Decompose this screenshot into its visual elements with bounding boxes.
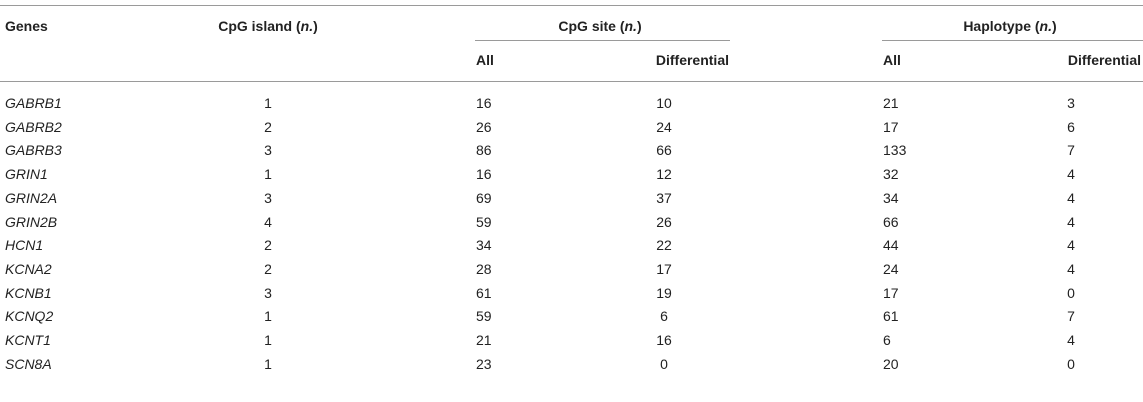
cell-site-all: 59 <box>476 308 492 325</box>
cell-hap-differential: 4 <box>1067 189 1075 206</box>
cell-site-all: 16 <box>476 166 492 183</box>
header-hap-all: All <box>883 52 901 68</box>
cell-site-differential: 37 <box>656 189 672 206</box>
cell-cpg-island: 1 <box>264 308 272 325</box>
cell-gene: KCNT1 <box>5 332 51 348</box>
cell-site-differential: 66 <box>656 142 672 159</box>
cell-hap-all: 21 <box>883 95 899 111</box>
cell-site-differential: 10 <box>656 95 672 111</box>
cell-site-differential: 17 <box>656 260 672 277</box>
cell-cpg-island: 1 <box>264 95 272 111</box>
cell-cpg-island: 1 <box>264 355 272 372</box>
cell-site-differential: 19 <box>656 284 672 301</box>
cell-hap-all: 44 <box>883 237 899 254</box>
cell-site-all: 69 <box>476 189 492 206</box>
cell-site-all: 86 <box>476 142 492 159</box>
header-bottom-rule <box>0 81 1143 82</box>
top-rule <box>0 5 1143 6</box>
cell-gene: KCNB1 <box>5 284 52 301</box>
cell-site-differential: 0 <box>660 355 668 372</box>
cell-site-all: 28 <box>476 260 492 277</box>
cell-cpg-island: 4 <box>264 213 272 230</box>
cell-hap-differential: 0 <box>1067 355 1075 372</box>
cell-hap-differential: 4 <box>1067 166 1075 183</box>
cell-hap-differential: 6 <box>1067 118 1075 135</box>
cell-hap-all: 34 <box>883 189 899 206</box>
cell-site-all: 21 <box>476 332 492 348</box>
cell-hap-differential: 4 <box>1067 237 1075 254</box>
cell-gene: KCNQ2 <box>5 308 54 325</box>
cell-site-differential: 24 <box>656 118 672 135</box>
cell-hap-differential: 3 <box>1067 95 1075 111</box>
cell-site-differential: 16 <box>656 332 672 348</box>
cell-gene: GRIN2A <box>5 189 58 206</box>
cell-hap-all: 66 <box>883 213 899 230</box>
cell-cpg-island: 1 <box>264 166 272 183</box>
cell-hap-differential: 7 <box>1067 308 1075 325</box>
cell-hap-differential: 0 <box>1067 284 1075 301</box>
cell-cpg-island: 3 <box>264 189 272 206</box>
cell-cpg-island: 2 <box>264 237 272 254</box>
cell-site-differential: 26 <box>656 213 672 230</box>
cell-gene: GRIN1 <box>5 166 48 183</box>
header-haplotype: Haplotype (n.) <box>963 18 1057 34</box>
cell-hap-all: 24 <box>883 260 899 277</box>
cell-hap-all: 6 <box>883 332 891 348</box>
cell-hap-differential: 4 <box>1067 213 1075 230</box>
cell-cpg-island: 1 <box>264 332 272 348</box>
cell-hap-all: 32 <box>883 166 899 183</box>
cell-site-all: 16 <box>476 95 492 111</box>
cell-hap-all: 133 <box>883 142 907 159</box>
header-genes: Genes <box>5 18 48 34</box>
cell-hap-all: 61 <box>883 308 899 325</box>
header-cpg-site: CpG site (n.) <box>558 18 642 34</box>
cell-cpg-island: 3 <box>264 142 272 159</box>
cell-hap-all: 20 <box>883 355 899 372</box>
cell-site-differential: 22 <box>656 237 672 254</box>
cell-site-differential: 12 <box>656 166 672 183</box>
cell-gene: SCN8A <box>5 355 52 372</box>
header-hap-differential: Differential <box>1067 52 1141 68</box>
cpg-site-subrule <box>475 40 730 41</box>
cell-site-all: 23 <box>476 355 492 372</box>
cell-gene: GRIN2B <box>5 213 58 230</box>
cell-hap-differential: 7 <box>1067 142 1075 159</box>
cell-gene: HCN1 <box>5 237 44 254</box>
cell-cpg-island: 2 <box>264 260 272 277</box>
cell-cpg-island: 3 <box>264 284 272 301</box>
cell-site-all: 59 <box>476 213 492 230</box>
cell-hap-all: 17 <box>883 118 899 135</box>
header-cpg-island: CpG island (n.) <box>218 18 318 34</box>
cell-cpg-island: 2 <box>264 118 272 135</box>
header-site-all: All <box>476 52 494 68</box>
cell-gene: GABRB1 <box>5 95 62 111</box>
cell-gene: GABRB3 <box>5 142 62 159</box>
cell-site-all: 26 <box>476 118 492 135</box>
cell-site-differential: 6 <box>660 308 668 325</box>
cell-hap-all: 17 <box>883 284 899 301</box>
cell-gene: KCNA2 <box>5 260 52 277</box>
cell-hap-differential: 4 <box>1067 260 1075 277</box>
header-site-differential: Differential <box>655 52 729 68</box>
haplotype-subrule <box>882 40 1143 41</box>
cell-site-all: 61 <box>476 284 492 301</box>
cell-hap-differential: 4 <box>1067 332 1075 348</box>
cell-site-all: 34 <box>476 237 492 254</box>
cell-gene: GABRB2 <box>5 118 62 135</box>
